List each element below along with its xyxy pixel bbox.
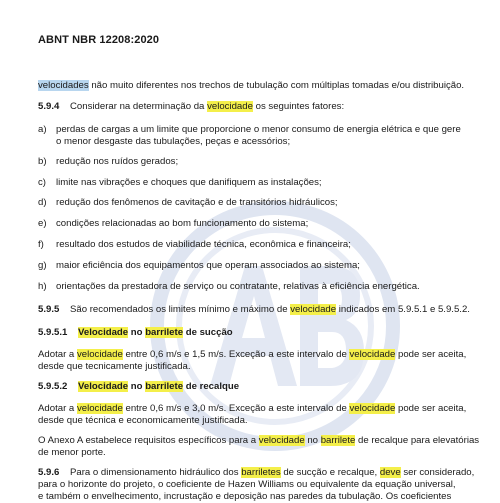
paragraph-continuation: desde que técnica e economicamente justificada. xyxy=(38,415,248,426)
list-item: resultado dos estudos de viabilidade técnica, econômica e financeira; xyxy=(56,239,351,250)
section-number: 5.9.4 xyxy=(38,101,60,112)
paragraph-5-9-5-2: Adotar a velocidade entre 0,6 m/s e 3,0 m/s. Exceção a este intervalo de velocidade pode ser aceita, xyxy=(38,403,467,414)
paragraph-5-9-5-1: Adotar a velocidade entre 0,6 m/s e 1,5 m/s. Exceção a este intervalo de velocidade pode ser aceita, xyxy=(38,349,467,360)
highlighted-term: velocidade xyxy=(258,435,305,446)
section-number: 5.9.5.2 xyxy=(38,381,68,392)
list-item: limite nas vibrações e choques que danifiquem as instalações; xyxy=(56,177,322,188)
highlighted-term: Velocidade xyxy=(78,327,129,338)
list-item: condições relacionadas ao bom funcionamento do sistema; xyxy=(56,218,309,229)
section-number: 5.9.6 xyxy=(38,467,60,478)
paragraph-continuation: para o horizonte do projeto, o coeficiente de Hazen Williams ou equivalente da equação universal, xyxy=(38,479,456,490)
highlighted-term: velocidades xyxy=(38,80,89,91)
list-item-label: b) xyxy=(38,156,47,167)
list-item: perdas de cargas a um limite que proporcione o menor consumo de energia elétrica e que gere xyxy=(56,124,461,135)
list-item-label: g) xyxy=(38,260,47,271)
highlighted-term: barrilete xyxy=(145,327,184,338)
section-5-9-5: 5.9.5 São recomendados os limites mínimo e máximo de velocidade indicados em 5.9.5.1 e 5.9.5.2. xyxy=(38,304,470,315)
paragraph-continuation: de menor porte. xyxy=(38,447,106,458)
subsection-heading-5-9-5-2: 5.9.5.2 Velocidade no barrilete de recalque xyxy=(38,381,240,392)
section-number: 5.9.5.1 xyxy=(38,327,68,338)
list-item-label: c) xyxy=(38,177,46,188)
document-header: ABNT NBR 12208:2020 xyxy=(38,34,160,46)
list-item: maior eficiência dos equipamentos que operam associados ao sistema; xyxy=(56,260,360,271)
paragraph-continuation: velocidades não muito diferentes nos trechos de tubulação com múltiplas tomadas e/ou distribuição. xyxy=(38,80,465,91)
section-5-9-4: 5.9.4 Considerar na determinação da velocidade os seguintes fatores: xyxy=(38,101,345,112)
highlighted-term: velocidade xyxy=(349,403,396,414)
subsection-heading-5-9-5-1: 5.9.5.1 Velocidade no barrilete de sucção xyxy=(38,327,233,338)
highlighted-term: velocidade xyxy=(207,101,253,112)
highlighted-term: barrilete xyxy=(145,381,184,392)
paragraph-continuation: e também o envelhecimento, incrustação e deposição nas paredes da tubulação. Os coeficientes xyxy=(38,491,452,502)
highlighted-term: velocidade xyxy=(349,349,396,360)
highlighted-term: velocidade xyxy=(290,304,337,315)
highlighted-term: deve xyxy=(379,467,401,478)
paragraph-anexo: O Anexo A estabelece requisitos específicos para a velocidade no barrilete de recalque para elevatórias xyxy=(38,435,480,446)
paragraph-continuation: desde que tecnicamente justificada. xyxy=(38,361,191,372)
list-item: redução nos ruídos gerados; xyxy=(56,156,179,167)
section-number: 5.9.5 xyxy=(38,304,60,315)
highlighted-term: barrilete xyxy=(320,435,356,446)
highlighted-term: barriletes xyxy=(241,467,281,478)
list-item: redução dos fenômenos de cavitação e de transitórios hidráulicos; xyxy=(56,197,338,208)
highlighted-term: Velocidade xyxy=(78,381,129,392)
list-item-label: h) xyxy=(38,281,47,292)
list-item-label: a) xyxy=(38,124,47,135)
list-item-label: f) xyxy=(38,239,44,250)
list-item-label: e) xyxy=(38,218,47,229)
section-5-9-6: 5.9.6 Para o dimensionamento hidráulico dos barriletes de sucção e recalque, deve ser considerado, xyxy=(38,467,475,478)
list-item: orientações da prestadora de serviço ou contratante, relativas à eficiência energética. xyxy=(56,281,420,292)
list-item-label: d) xyxy=(38,197,47,208)
list-item-continuation: o menor desgaste das tubulações, peças e acessórios; xyxy=(56,136,291,147)
highlighted-term: velocidade xyxy=(76,349,123,360)
highlighted-term: velocidade xyxy=(76,403,123,414)
